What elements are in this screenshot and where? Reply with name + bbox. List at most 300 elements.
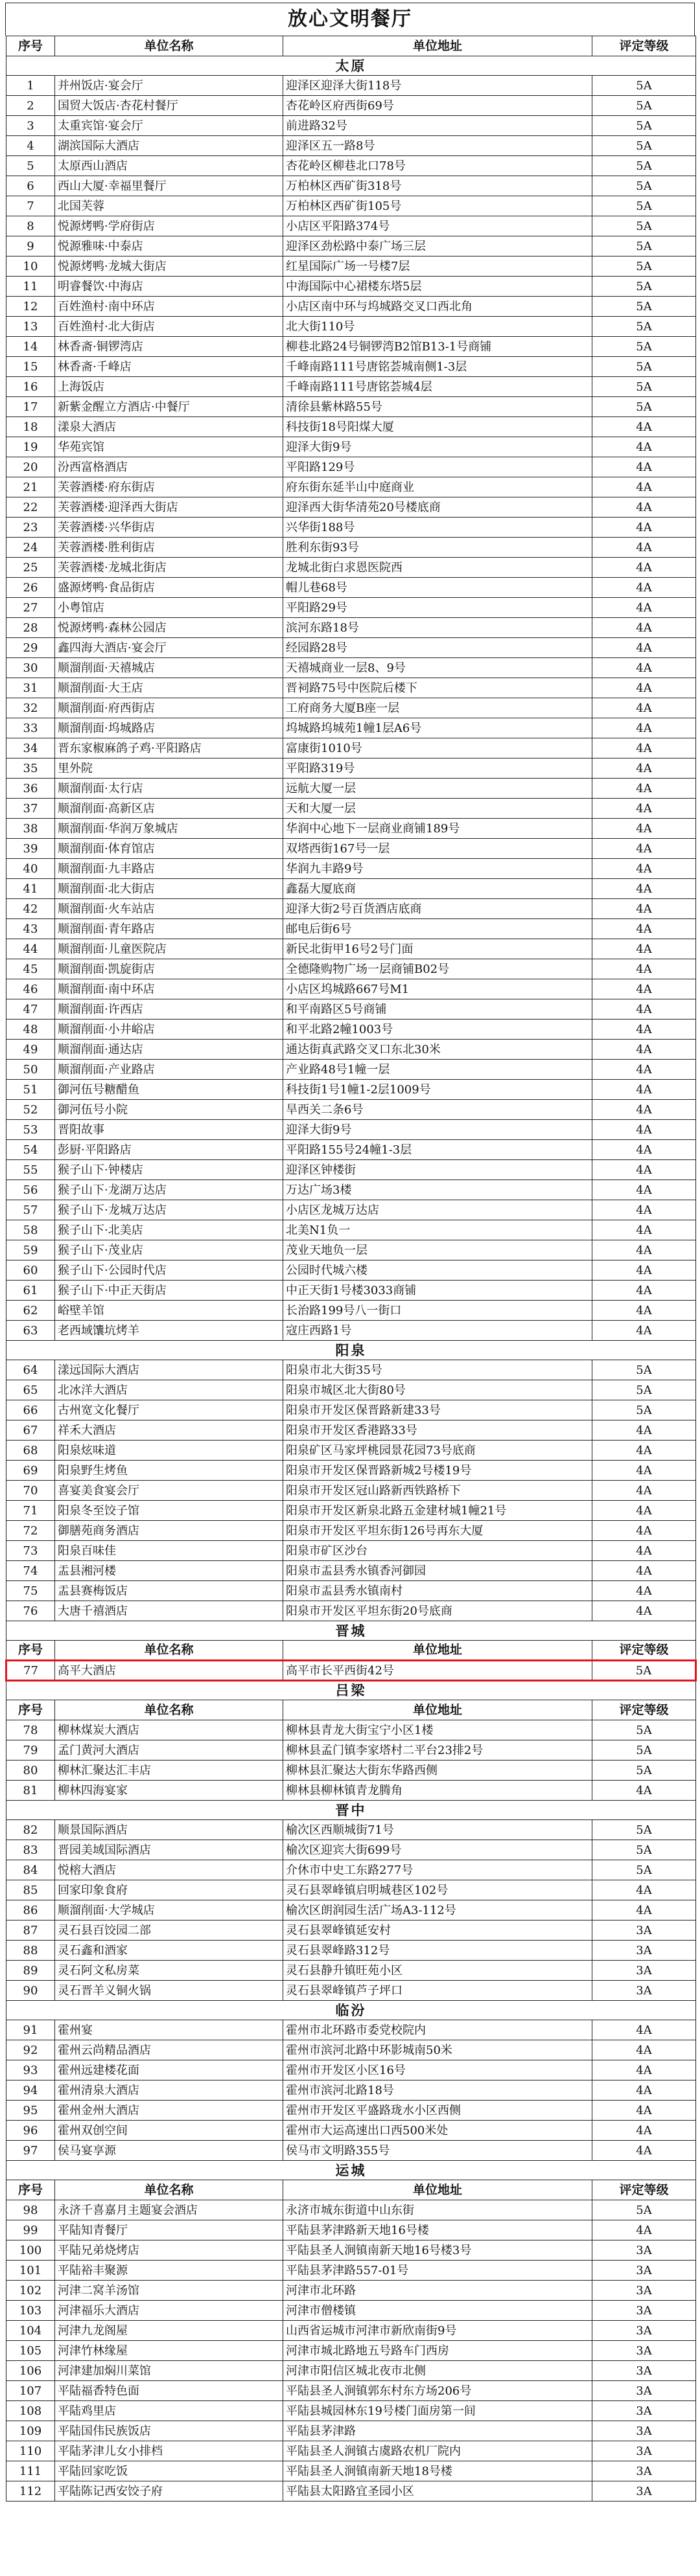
table-row — [6, 1301, 696, 1321]
cell-level: 4A — [592, 477, 696, 497]
cell-level: 4A — [592, 1180, 696, 1200]
table-row — [6, 2301, 696, 2321]
cell-level: 4A — [592, 1240, 696, 1260]
cell-address: 茂业天地负一层 — [283, 1240, 592, 1260]
cell-address: 榆次区西顺城街71号 — [283, 1820, 592, 1840]
cell-name: 林香斋·千峰店 — [55, 357, 283, 377]
cell-name: 平陆茅津儿女小排档 — [55, 2441, 283, 2461]
cell-level: 5A — [592, 1820, 696, 1840]
cell-level: 4A — [592, 417, 696, 437]
cell-no: 8 — [6, 216, 55, 236]
cell-no: 112 — [6, 2481, 55, 2502]
cell-address: 工府商务大厦B座一层 — [283, 698, 592, 718]
cell-name: 霍州清泉大酒店 — [55, 2080, 283, 2101]
table-row — [6, 779, 696, 799]
cell-name: 霍州金州大酒店 — [55, 2101, 283, 2121]
table-header-row — [6, 1700, 696, 1720]
cell-level: 5A — [592, 1661, 696, 1681]
cell-level: 4A — [592, 1020, 696, 1040]
cell-level: 4A — [592, 2040, 696, 2060]
cell-name: 漾泉大酒店 — [55, 417, 283, 437]
cell-level: 5A — [592, 1720, 696, 1740]
header-name: 单位名称 — [55, 2180, 283, 2200]
cell-name: 灵石鑫和酒家 — [55, 1941, 283, 1961]
table-row — [6, 1561, 696, 1581]
region-row — [6, 2161, 696, 2180]
cell-name: 喜宴美食宴会厅 — [55, 1481, 283, 1501]
cell-address: 平陆县茅津路 — [283, 2421, 592, 2441]
cell-address: 迎泽区钟楼街 — [283, 1160, 592, 1180]
cell-address: 迎泽大街9号 — [283, 437, 592, 457]
cell-level: 5A — [592, 1400, 696, 1420]
cell-address: 平陆县茅津路新天地16号楼 — [283, 2220, 592, 2240]
cell-level: 4A — [592, 1080, 696, 1100]
cell-name: 猴子山下·龙城万达店 — [55, 1200, 283, 1220]
cell-address: 北美N1负一 — [283, 1220, 592, 1240]
cell-no: 65 — [6, 1380, 55, 1400]
cell-level: 3A — [592, 2461, 696, 2481]
cell-name: 顺溜削面·火车站店 — [55, 899, 283, 919]
cell-name: 霍州双创空间 — [55, 2121, 283, 2141]
cell-level: 5A — [592, 156, 696, 176]
cell-address: 阳泉市矿区沙台 — [283, 1541, 592, 1561]
cell-level: 4A — [592, 999, 696, 1020]
cell-name: 并州饭店·宴会厅 — [55, 76, 283, 96]
table-row — [6, 899, 696, 919]
table-row — [6, 1481, 696, 1501]
cell-level: 4A — [592, 959, 696, 979]
cell-address: 府东街东延半山中庭商业 — [283, 477, 592, 497]
cell-level: 4A — [592, 859, 696, 879]
cell-no: 2 — [6, 96, 55, 116]
cell-name: 盂县赛梅饭店 — [55, 1581, 283, 1601]
table-row — [6, 2481, 696, 2502]
table-row — [6, 979, 696, 999]
cell-level: 4A — [592, 2080, 696, 2101]
cell-name: 芙蓉酒楼·迎泽西大街店 — [55, 497, 283, 518]
cell-level: 4A — [592, 1301, 696, 1321]
cell-address: 长治路199号八一街口 — [283, 1301, 592, 1321]
cell-address: 平阳路129号 — [283, 457, 592, 477]
table-row — [6, 2421, 696, 2441]
cell-no: 23 — [6, 518, 55, 538]
table-header-row — [6, 2180, 696, 2200]
table-row — [6, 879, 696, 899]
table-row — [6, 1781, 696, 1801]
cell-no: 7 — [6, 196, 55, 216]
cell-level: 5A — [592, 397, 696, 417]
cell-address: 介休市中史工东路277号 — [283, 1860, 592, 1880]
cell-address: 小店区龙城万达店 — [283, 1200, 592, 1220]
cell-level: 5A — [592, 1840, 696, 1860]
cell-level: 4A — [592, 1040, 696, 1060]
cell-no: 18 — [6, 417, 55, 437]
cell-name: 灵石阿文私房菜 — [55, 1961, 283, 1981]
header-name: 单位名称 — [55, 36, 283, 56]
cell-no: 105 — [6, 2341, 55, 2361]
header-address: 单位地址 — [283, 2180, 592, 2200]
cell-name: 顺溜削面·高新区店 — [55, 799, 283, 819]
region-title: 吕梁 — [6, 1681, 696, 1700]
cell-no: 69 — [6, 1461, 55, 1481]
cell-no: 75 — [6, 1581, 55, 1601]
header-level: 评定等级 — [592, 2180, 696, 2200]
table-row — [6, 317, 696, 337]
table-row — [6, 2401, 696, 2421]
cell-no: 10 — [6, 256, 55, 277]
cell-level: 3A — [592, 1921, 696, 1941]
cell-address: 霍州市滨河北路18号 — [283, 2080, 592, 2101]
cell-name: 顺溜削面·九丰路店 — [55, 859, 283, 879]
cell-level: 4A — [592, 718, 696, 738]
cell-no: 85 — [6, 1880, 55, 1900]
restaurant-list-sheet — [5, 3, 695, 2502]
cell-level: 5A — [592, 96, 696, 116]
cell-name: 顺溜削面·凯旋街店 — [55, 959, 283, 979]
cell-address: 和平南路区5号商铺 — [283, 999, 592, 1020]
table-row — [6, 337, 696, 357]
cell-name: 御河伍号糖醋鱼 — [55, 1080, 283, 1100]
table-row — [6, 1461, 696, 1481]
cell-address: 北大街110号 — [283, 317, 592, 337]
cell-no: 43 — [6, 919, 55, 939]
table-row — [6, 578, 696, 598]
cell-level: 4A — [592, 1160, 696, 1180]
table-row — [6, 2321, 696, 2341]
cell-level: 4A — [592, 758, 696, 779]
cell-address: 阳泉市盂县秀水镇南村 — [283, 1581, 592, 1601]
header-level: 评定等级 — [592, 36, 696, 56]
cell-name: 顺溜削面·体育馆店 — [55, 839, 283, 859]
table-row — [6, 2441, 696, 2461]
cell-no: 73 — [6, 1541, 55, 1561]
cell-level: 3A — [592, 1981, 696, 2001]
table-row — [6, 277, 696, 297]
cell-no: 84 — [6, 1860, 55, 1880]
cell-address: 灵石县翠峰镇芦子坪口 — [283, 1981, 592, 2001]
cell-name: 明睿餐饮·中海店 — [55, 277, 283, 297]
table-row — [6, 2060, 696, 2080]
cell-name: 彭厨·平阳路店 — [55, 1140, 283, 1160]
header-no: 序号 — [6, 1700, 55, 1720]
cell-address: 柳林县柳林镇青龙腾角 — [283, 1781, 592, 1801]
table-row — [6, 1921, 696, 1941]
cell-name: 河津竹林缘屋 — [55, 2341, 283, 2361]
cell-name: 老西域馕坑烤羊 — [55, 1321, 283, 1341]
cell-address: 平陆县圣人涧镇南新天地16号楼3号 — [283, 2240, 592, 2261]
cell-name: 灵石晋羊义铜火锅 — [55, 1981, 283, 2001]
cell-no: 95 — [6, 2101, 55, 2121]
cell-level: 4A — [592, 2020, 696, 2040]
cell-no: 26 — [6, 578, 55, 598]
cell-level: 3A — [592, 2301, 696, 2321]
cell-no: 56 — [6, 1180, 55, 1200]
table-row — [6, 919, 696, 939]
cell-name: 小粤馆店 — [55, 598, 283, 618]
cell-no: 59 — [6, 1240, 55, 1260]
cell-name: 孟门黄河大酒店 — [55, 1740, 283, 1761]
cell-name: 太原西山酒店 — [55, 156, 283, 176]
table-row — [6, 136, 696, 156]
cell-level: 4A — [592, 1220, 696, 1240]
cell-no: 28 — [6, 618, 55, 638]
cell-no: 20 — [6, 457, 55, 477]
cell-address: 迎泽区五一路8号 — [283, 136, 592, 156]
cell-address: 寇庄西路1号 — [283, 1321, 592, 1341]
cell-address: 侯马市文明路355号 — [283, 2141, 592, 2161]
region-row — [6, 1621, 696, 1641]
cell-name: 国贸大饭店·杏花村餐厅 — [55, 96, 283, 116]
cell-name: 百姓渔村·北大街店 — [55, 317, 283, 337]
cell-no: 19 — [6, 437, 55, 457]
cell-name: 芙蓉酒楼·府东街店 — [55, 477, 283, 497]
cell-no: 106 — [6, 2361, 55, 2381]
cell-level: 4A — [592, 1601, 696, 1621]
cell-address: 小店区平阳路374号 — [283, 216, 592, 236]
cell-level: 3A — [592, 2481, 696, 2502]
cell-address: 山西省运城市河津市新欣南街9号 — [283, 2321, 592, 2341]
table-row — [6, 1541, 696, 1561]
cell-level: 4A — [592, 1321, 696, 1341]
cell-address: 霍州市北环路市委党校院内 — [283, 2020, 592, 2040]
cell-level: 4A — [592, 1200, 696, 1220]
cell-name: 顺溜削面·太行店 — [55, 779, 283, 799]
cell-level: 4A — [592, 919, 696, 939]
cell-no: 99 — [6, 2220, 55, 2240]
cell-name: 侯马宴享源 — [55, 2141, 283, 2161]
cell-address: 华润九丰路9号 — [283, 859, 592, 879]
cell-level: 4A — [592, 1581, 696, 1601]
cell-address: 富康街1010号 — [283, 738, 592, 758]
cell-name: 新紫金醒立方酒店·中餐厅 — [55, 397, 283, 417]
table-row — [6, 558, 696, 578]
cell-no: 62 — [6, 1301, 55, 1321]
cell-name: 平陆裕丰聚源 — [55, 2261, 283, 2281]
cell-level: 5A — [592, 216, 696, 236]
cell-name: 顺溜削面·青年路店 — [55, 919, 283, 939]
cell-level: 5A — [592, 76, 696, 96]
cell-name: 悦源烤鸭·龙城大街店 — [55, 256, 283, 277]
cell-level: 4A — [592, 779, 696, 799]
cell-address: 霍州市滨河北路中环影城南50米 — [283, 2040, 592, 2060]
cell-address: 万柏林区西矿街318号 — [283, 176, 592, 196]
cell-address: 双塔西街167号一层 — [283, 839, 592, 859]
cell-name: 霍州宴 — [55, 2020, 283, 2040]
cell-level: 4A — [592, 1120, 696, 1140]
table-row — [6, 1140, 696, 1160]
cell-name: 猴子山下·龙湖万达店 — [55, 1180, 283, 1200]
table-row — [6, 1840, 696, 1860]
cell-no: 13 — [6, 317, 55, 337]
cell-no: 94 — [6, 2080, 55, 2101]
cell-name: 阳泉野生烤鱼 — [55, 1461, 283, 1481]
cell-name: 华苑宾馆 — [55, 437, 283, 457]
table-row — [6, 196, 696, 216]
cell-address: 前进路32号 — [283, 116, 592, 136]
cell-address: 天禧城商业一层8、9号 — [283, 658, 592, 678]
table-row — [6, 1820, 696, 1840]
cell-name: 顺溜削面·华润万象城店 — [55, 819, 283, 839]
cell-name: 西山大厦·幸福里餐厅 — [55, 176, 283, 196]
cell-address: 鑫磊大厦底商 — [283, 879, 592, 899]
cell-no: 21 — [6, 477, 55, 497]
header-name: 单位名称 — [55, 1700, 283, 1720]
table-row — [6, 2281, 696, 2301]
cell-no: 44 — [6, 939, 55, 959]
cell-address: 平陆县圣人涧镇古虞路农机厂院内 — [283, 2441, 592, 2461]
cell-name: 顺溜削面·许西店 — [55, 999, 283, 1020]
cell-no: 6 — [6, 176, 55, 196]
cell-address: 平陆县太阳路宜圣园小区 — [283, 2481, 592, 2502]
table-row — [6, 437, 696, 457]
table-row — [6, 216, 696, 236]
cell-no: 24 — [6, 538, 55, 558]
table-row — [6, 1420, 696, 1441]
cell-name: 汾西富格酒店 — [55, 457, 283, 477]
cell-name: 顺溜削面·北大街店 — [55, 879, 283, 899]
cell-address: 河津市北环路 — [283, 2281, 592, 2301]
cell-no: 107 — [6, 2381, 55, 2401]
cell-level: 4A — [592, 979, 696, 999]
cell-level: 5A — [592, 1860, 696, 1880]
cell-address: 滨河东路18号 — [283, 618, 592, 638]
cell-level: 3A — [592, 2441, 696, 2461]
table-row — [6, 1080, 696, 1100]
cell-address: 万达广场3楼 — [283, 1180, 592, 1200]
cell-no: 54 — [6, 1140, 55, 1160]
cell-address: 霍州市大运高速出口西500米处 — [283, 2121, 592, 2141]
cell-name: 顺溜削面·坞城路店 — [55, 718, 283, 738]
cell-address: 阳泉市开发区保晋路新城2号楼19号 — [283, 1461, 592, 1481]
cell-no: 103 — [6, 2301, 55, 2321]
cell-level: 4A — [592, 1281, 696, 1301]
cell-level: 5A — [592, 1360, 696, 1380]
cell-name: 悦源烤鸭·森林公园店 — [55, 618, 283, 638]
cell-address: 千峰南路111号唐铭荟城南侧1-3层 — [283, 357, 592, 377]
table-row — [6, 1220, 696, 1240]
table-row — [6, 116, 696, 136]
cell-address: 灵石县翠峰镇启明城巷区102号 — [283, 1880, 592, 1900]
table-row — [6, 1120, 696, 1140]
table-row — [6, 738, 696, 758]
table-row — [6, 297, 696, 317]
cell-level: 3A — [592, 2261, 696, 2281]
cell-level: 4A — [592, 2141, 696, 2161]
cell-address: 柳林县汇聚达大街东华路西侧 — [283, 1761, 592, 1781]
table-row — [6, 1880, 696, 1900]
table-row — [6, 256, 696, 277]
cell-address: 阳泉市开发区保晋路新建33号 — [283, 1400, 592, 1420]
cell-address: 榆次区迎宾大街699号 — [283, 1840, 592, 1860]
table-header-row — [6, 1641, 696, 1661]
table-row — [6, 1521, 696, 1541]
cell-address: 迎泽大街9号 — [283, 1120, 592, 1140]
cell-level: 5A — [592, 1740, 696, 1761]
cell-level: 4A — [592, 738, 696, 758]
cell-name: 灵石县百饺园二部 — [55, 1921, 283, 1941]
cell-no: 45 — [6, 959, 55, 979]
cell-name: 芙蓉酒楼·兴华街店 — [55, 518, 283, 538]
cell-address: 柳巷北路24号铜锣湾B2馆B13-1号商铺 — [283, 337, 592, 357]
cell-name: 顺溜削面·南中环店 — [55, 979, 283, 999]
table-row — [6, 2240, 696, 2261]
cell-no: 38 — [6, 819, 55, 839]
cell-level: 5A — [592, 337, 696, 357]
header-level: 评定等级 — [592, 1700, 696, 1720]
cell-address: 高平市长平西街42号 — [283, 1661, 592, 1681]
cell-address: 平阳路319号 — [283, 758, 592, 779]
table-row — [6, 2020, 696, 2040]
cell-address: 阳泉市开发区新泉北路五金建材城1幢21号 — [283, 1501, 592, 1521]
cell-no: 29 — [6, 638, 55, 658]
cell-level: 4A — [592, 2101, 696, 2121]
cell-name: 平陆回家吃饭 — [55, 2461, 283, 2481]
table-row — [6, 959, 696, 979]
cell-level: 4A — [592, 1441, 696, 1461]
cell-level: 3A — [592, 2401, 696, 2421]
cell-level: 4A — [592, 658, 696, 678]
table-row — [6, 799, 696, 819]
cell-name: 芙蓉酒楼·胜利街店 — [55, 538, 283, 558]
table-row — [6, 1281, 696, 1301]
header-name: 单位名称 — [55, 1641, 283, 1661]
cell-no: 90 — [6, 1981, 55, 2001]
table-row — [6, 497, 696, 518]
cell-level: 5A — [592, 136, 696, 156]
cell-no: 109 — [6, 2421, 55, 2441]
cell-no: 49 — [6, 1040, 55, 1060]
cell-no: 32 — [6, 698, 55, 718]
cell-name: 顺溜削面·通达店 — [55, 1040, 283, 1060]
cell-level: 4A — [592, 497, 696, 518]
region-title: 太原 — [6, 56, 696, 76]
cell-name: 柳林四海宴家 — [55, 1781, 283, 1801]
cell-name: 顺溜削面·儿童医院店 — [55, 939, 283, 959]
cell-address: 平陆县圣人涧镇南新天地18号楼 — [283, 2461, 592, 2481]
cell-level: 4A — [592, 638, 696, 658]
cell-name: 北国芙蓉 — [55, 196, 283, 216]
cell-name: 河津九龙阁屋 — [55, 2321, 283, 2341]
table-row — [6, 999, 696, 1020]
table-row — [6, 638, 696, 658]
cell-level: 4A — [592, 2121, 696, 2141]
cell-no: 79 — [6, 1740, 55, 1761]
cell-level: 4A — [592, 538, 696, 558]
table-row — [6, 2220, 696, 2240]
cell-level: 4A — [592, 457, 696, 477]
cell-name: 顺溜削面·小井峪店 — [55, 1020, 283, 1040]
cell-level: 4A — [592, 1900, 696, 1921]
cell-name: 峪壁羊馆 — [55, 1301, 283, 1321]
cell-level: 3A — [592, 2361, 696, 2381]
cell-no: 5 — [6, 156, 55, 176]
table-row — [6, 1961, 696, 1981]
cell-address: 阳泉市盂县秀水镇香河御园 — [283, 1561, 592, 1581]
cell-no: 52 — [6, 1100, 55, 1120]
cell-no: 101 — [6, 2261, 55, 2281]
cell-level: 4A — [592, 558, 696, 578]
region-title: 临汾 — [6, 2001, 696, 2020]
cell-level: 4A — [592, 1561, 696, 1581]
cell-level: 4A — [592, 2060, 696, 2080]
cell-level: 5A — [592, 196, 696, 216]
cell-no: 88 — [6, 1941, 55, 1961]
cell-address: 清徐县紫林路55号 — [283, 397, 592, 417]
cell-level: 3A — [592, 2421, 696, 2441]
table-row — [6, 1941, 696, 1961]
cell-no: 3 — [6, 116, 55, 136]
cell-level: 4A — [592, 678, 696, 698]
